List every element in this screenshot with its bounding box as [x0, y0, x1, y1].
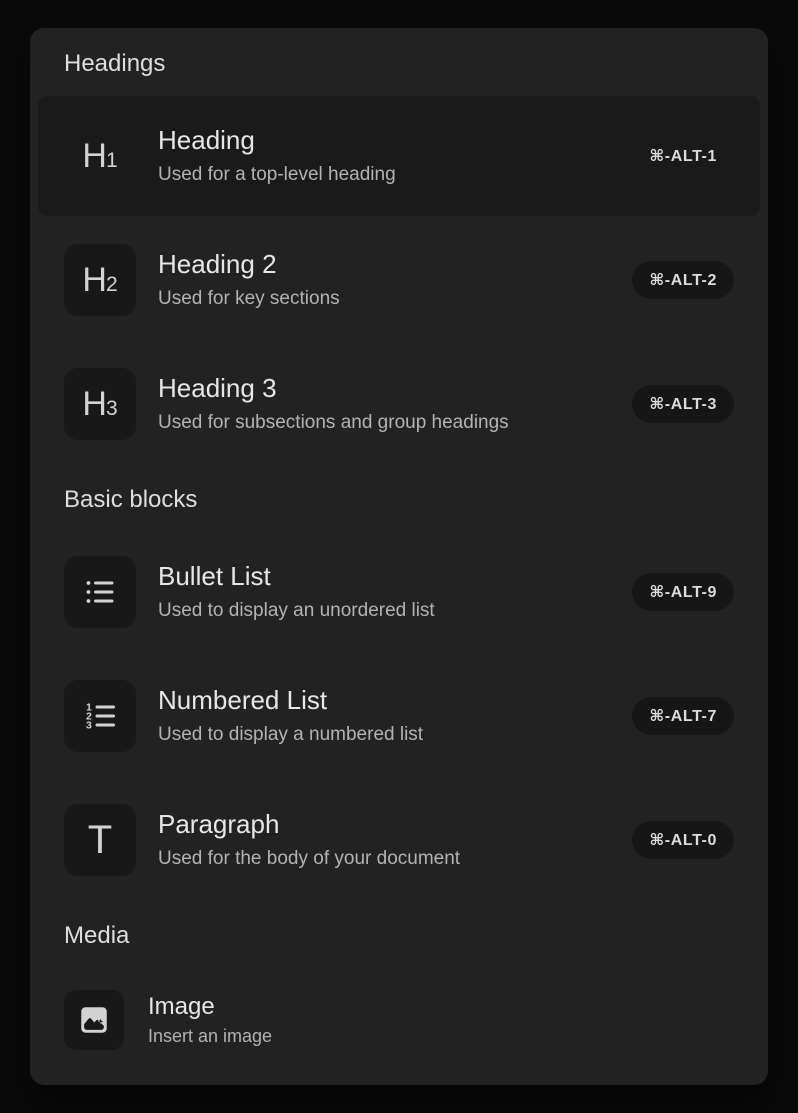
- item-texts: [158, 373, 610, 435]
- menu-item-image[interactable]: [38, 968, 760, 1072]
- menu-item-heading[interactable]: [38, 96, 760, 216]
- menu-item-heading-2[interactable]: [38, 220, 760, 340]
- menu-item-paragraph[interactable]: [38, 780, 760, 900]
- item-texts: [158, 249, 610, 311]
- paragraph-icon: T: [64, 804, 136, 876]
- item-description: Used for a top-level heading: [158, 164, 396, 185]
- menu-section: [38, 50, 760, 464]
- section-label-headings: Headings: [64, 50, 166, 77]
- svg-text:1: 1: [85, 701, 92, 714]
- heading-3-icon: H3: [64, 368, 136, 440]
- item-description: Used to display an unordered list: [158, 600, 435, 621]
- image-icon: [64, 990, 124, 1050]
- item-title: Bullet List: [158, 561, 271, 591]
- item-title: Numbered List: [158, 685, 328, 715]
- item-texts: [158, 685, 610, 747]
- item-description: Used for the body of your document: [158, 848, 461, 869]
- item-texts: [158, 125, 610, 187]
- shortcut-badge: ⌘-ALT-3: [632, 385, 734, 423]
- svg-text:2: 2: [85, 710, 92, 723]
- shortcut-badge: ⌘-ALT-2: [632, 261, 734, 299]
- menu-item-bullet-list[interactable]: [38, 532, 760, 652]
- item-texts: [148, 993, 734, 1048]
- heading-1-icon: H1: [82, 137, 118, 175]
- item-title: Image: [148, 992, 215, 1020]
- section-items: [38, 532, 760, 900]
- section-label-basic-blocks: Basic blocks: [64, 486, 198, 513]
- section-items: [38, 96, 760, 464]
- heading-2-icon: H2: [64, 244, 136, 316]
- item-description: Used for subsections and group headings: [158, 412, 509, 433]
- section-label-media: Media: [64, 922, 130, 949]
- item-texts: [158, 561, 610, 623]
- item-description: Insert an image: [148, 1025, 273, 1046]
- menu-item-numbered-list[interactable]: [38, 656, 760, 776]
- menu-section: [38, 486, 760, 900]
- menu-item-heading-3[interactable]: [38, 344, 760, 464]
- shortcut-badge: ⌘-ALT-9: [632, 573, 734, 611]
- slash-command-menu: [30, 28, 768, 1085]
- shortcut-badge: ⌘-ALT-7: [632, 697, 734, 735]
- item-title: Paragraph: [158, 809, 280, 839]
- item-description: Used for key sections: [158, 288, 340, 309]
- item-title: Heading: [158, 125, 255, 155]
- item-title: Heading 3: [158, 373, 277, 403]
- menu-section: [38, 922, 760, 1072]
- item-description: Used to display a numbered list: [158, 724, 424, 745]
- item-title: Heading 2: [158, 249, 277, 279]
- numbered-list-icon: [64, 680, 136, 752]
- svg-text:3: 3: [85, 719, 92, 732]
- item-texts: [158, 809, 610, 871]
- shortcut-badge: ⌘-ALT-1: [649, 148, 717, 165]
- bullet-list-icon: [64, 556, 136, 628]
- shortcut-badge: ⌘-ALT-0: [632, 821, 734, 859]
- section-items: [38, 968, 760, 1072]
